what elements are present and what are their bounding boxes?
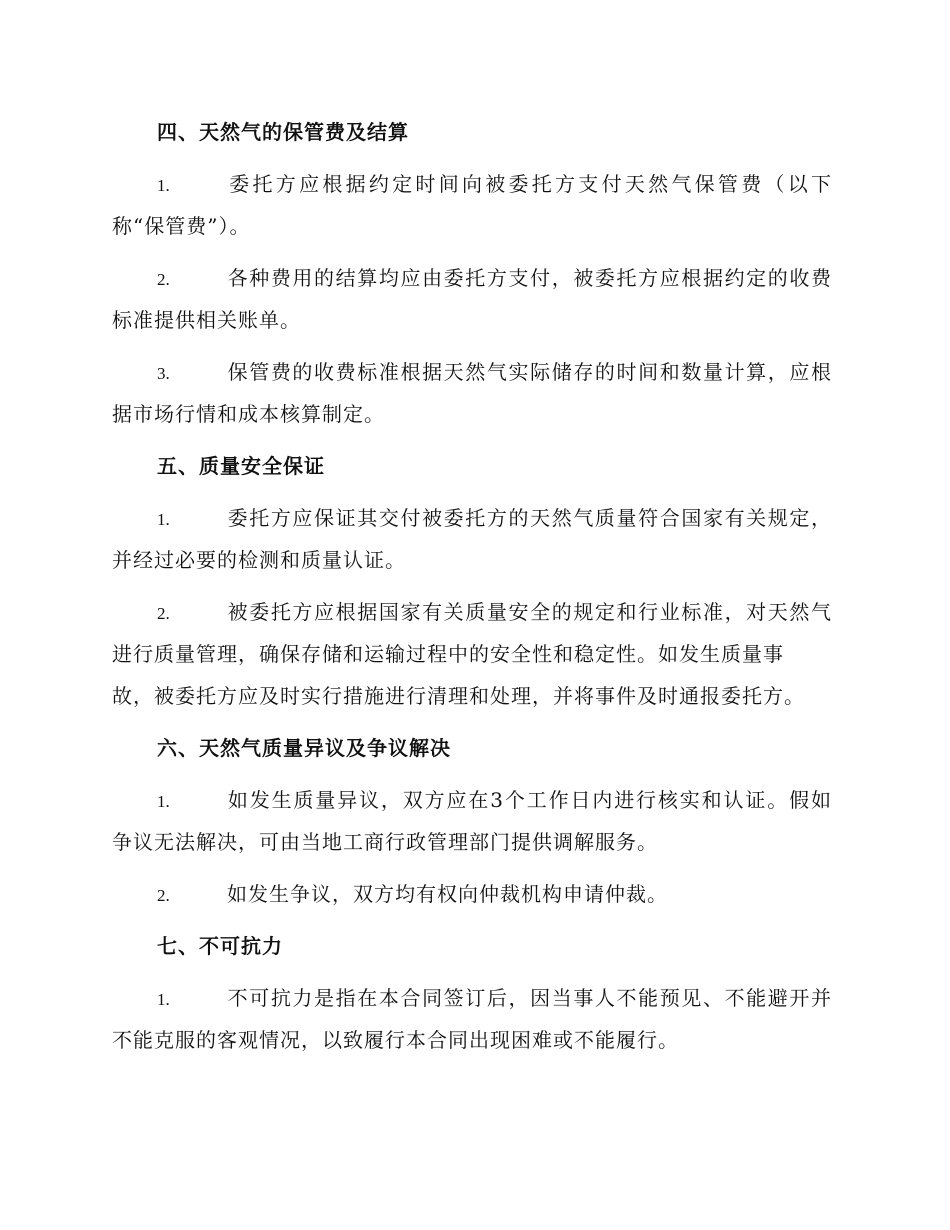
section-heading: 六、天然气质量异议及争议解决 bbox=[157, 736, 451, 760]
paragraph-text: 不可抗力是指在本合同签订后，因当事人不能预见、不能避开并 bbox=[227, 986, 832, 1010]
item-number: 2. bbox=[157, 270, 170, 289]
paragraph-text: 如发生质量异议，双方应在3个工作日内进行核实和认证。假如 bbox=[227, 788, 832, 812]
item-number: 1. bbox=[157, 176, 170, 195]
paragraph-line: 据市场行情和成本核算制定。 bbox=[112, 402, 385, 426]
paragraph-line: 进行质量管理，确保存储和运输过程中的安全性和稳定性。如发生质量事 bbox=[112, 642, 784, 666]
paragraph-line bbox=[157, 982, 832, 1011]
paragraph-text: 如发生争议，双方均有权向仲裁机构申请仲裁。 bbox=[227, 882, 668, 906]
paragraph-line: 称“保管费”）。 bbox=[112, 214, 251, 238]
paragraph-text: 被委托方应根据国家有关质量安全的规定和行业标准，对天然气 bbox=[227, 600, 832, 624]
paragraph-text: 委托方应保证其交付被委托方的天然气质量符合国家有关规定， bbox=[227, 506, 832, 530]
paragraph-line bbox=[157, 356, 832, 385]
paragraph-line bbox=[157, 168, 832, 197]
item-number: 1. bbox=[157, 510, 170, 529]
paragraph-line: 标准提供相关账单。 bbox=[112, 308, 301, 332]
section-heading: 五、质量安全保证 bbox=[157, 454, 325, 478]
paragraph-line: 并经过必要的检测和质量认证。 bbox=[112, 548, 406, 572]
section-heading: 七、不可抗力 bbox=[157, 934, 283, 958]
paragraph-line bbox=[157, 262, 832, 291]
paragraph-line: 争议无法解决，可由当地工商行政管理部门提供调解服务。 bbox=[112, 830, 658, 854]
paragraph-line bbox=[157, 502, 832, 531]
item-number: 1. bbox=[157, 990, 170, 1009]
item-number: 2. bbox=[157, 886, 170, 905]
paragraph-text: 保管费的收费标准根据天然气实际储存的时间和数量计算，应根 bbox=[227, 360, 832, 384]
item-number: 2. bbox=[157, 604, 170, 623]
paragraph-text: 各种费用的结算均应由委托方支付，被委托方应根据约定的收费 bbox=[227, 266, 832, 290]
paragraph-line: 故，被委托方应及时实行措施进行清理和处理，并将事件及时通报委托方。 bbox=[112, 684, 805, 708]
section-heading: 四、天然气的保管费及结算 bbox=[157, 120, 409, 144]
paragraph-line bbox=[157, 596, 832, 625]
paragraph-line bbox=[157, 784, 832, 813]
item-number: 3. bbox=[157, 364, 170, 383]
paragraph-line bbox=[157, 878, 832, 907]
paragraph-text: 委托方应根据约定时间向被委托方支付天然气保管费（以下 bbox=[227, 172, 832, 196]
paragraph-line: 不能克服的客观情况，以致履行本合同出现困难或不能履行。 bbox=[112, 1028, 679, 1052]
item-number: 1. bbox=[157, 792, 170, 811]
